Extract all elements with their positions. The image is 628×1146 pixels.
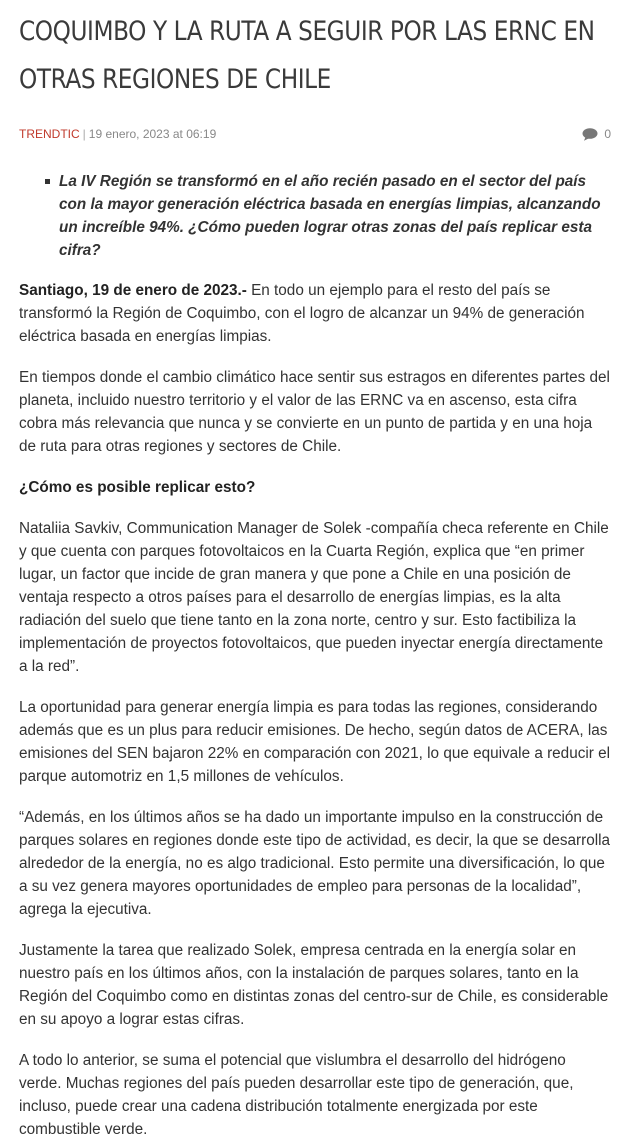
paragraph-7: A todo lo anterior, se suma el potencial que vislumbra el desarrollo del hidrógeno verde. Muchas regiones del país pueden desarrollar este tipo de generación, que, incluso, puede crear una cadena distribución totalmente energizada por este combustible verde. xyxy=(19,1052,574,1138)
author-link[interactable]: TRENDTIC xyxy=(19,127,80,141)
paragraph-6: Justamente la tarea que realizado Solek, empresa centrada en la energía solar en nuestro país en los últimos años, con la instalación de parques solares, tanto en la Región del Coquimbo como en distintas zonas del centro-sur de Chile, es considerable en su apoyo a lograr estas cifras. xyxy=(19,942,609,1028)
paragraph-1 xyxy=(19,279,611,348)
comments-link[interactable] xyxy=(582,124,611,144)
paragraph-1-text: En todo un ejemplo para el resto del país se transformó la Región de Coquimbo, con el logro de alcanzar un 94% de generación eléctrica basada en energías limpias. xyxy=(19,282,585,345)
paragraph-2: En tiempos donde el cambio climático hace sentir sus estragos en diferentes partes del planeta, incluido nuestro territorio y el valor de las ERNC va en ascenso, esta cifra cobra más relevancia que nunca y se convierte en un punto de partida y en una hoja de ruta para otras regiones y sectores de Chile. xyxy=(19,369,610,455)
comment-bubble-icon xyxy=(582,128,598,141)
article-body xyxy=(19,279,611,1141)
lead-list xyxy=(19,170,611,262)
article-meta xyxy=(19,124,611,144)
paragraph-5: “Además, en los últimos años se ha dado un importante impulso en la construcción de parques solares en regiones donde este tipo de actividad, es decir, la que se desarrolla alrededor de la energía, no es algo tradicional. Esto permite una diversificación, lo que a su vez genera mayores oportunidades de empleo para personas de la localidad”, agrega la ejecutiva. xyxy=(19,809,611,918)
lead-item xyxy=(59,170,611,262)
lead-text: La IV Región se transformó en el año recién pasado en el sector del país con la mayor generación eléctrica basada en energías limpias, alcanzando un increíble 94%. ¿Cómo pueden lograr otras zonas del país replicar esta cifra? xyxy=(59,173,601,259)
article xyxy=(0,8,628,1141)
bullet-icon xyxy=(45,179,50,184)
publish-date: 19 enero, 2023 at 06:19 xyxy=(88,127,217,141)
dateline: Santiago, 19 de enero de 2023.- xyxy=(19,282,247,299)
meta-separator: | xyxy=(82,127,86,141)
paragraph-3: Nataliia Savkiv, Communication Manager de Solek -compañía checa referente en Chile y que cuenta con parques fotovoltaicos en la Cuarta Región, explica que “en primer lugar, un factor que incide de gran manera y que pone a Chile en una posición de ventaja respecto a otros países para el desarrollo de energías limpias, es la alta radiación del suelo que tiene tanto en la zona norte, centro y sur. Esto factibiliza la implementación de proyectos fotovoltaicos, que pueden inyectar energía directamente a la red”. xyxy=(19,520,609,675)
subheading: ¿Cómo es posible replicar esto? xyxy=(19,479,256,496)
comment-count: 0 xyxy=(604,127,611,141)
article-title: COQUIMBO Y LA RUTA A SEGUIR POR LAS ERNC EN OTRAS REGIONES DE CHILE xyxy=(19,16,595,95)
paragraph-4: La oportunidad para generar energía limpia es para todas las regiones, considerando además que es un plus para reducir emisiones. De hecho, según datos de ACERA, las emisiones del SEN bajaron 22% en comparación con 2021, lo que equivale a reducir el parque automotriz en 1,5 millones de vehículos. xyxy=(19,699,610,785)
